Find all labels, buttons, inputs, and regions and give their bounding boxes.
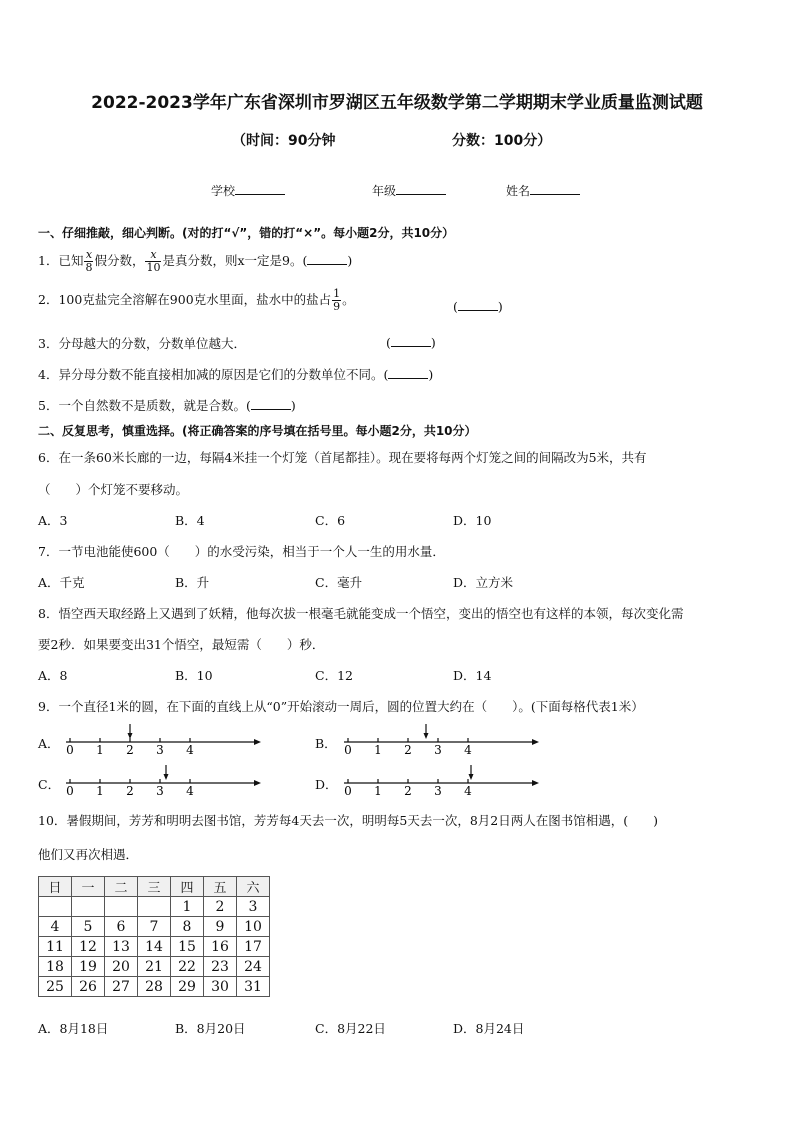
q10-option-a[interactable]: A．8月18日 <box>38 1021 109 1036</box>
number-line-b <box>340 722 540 756</box>
weekday-sun: 日 <box>39 877 72 897</box>
question-2 <box>38 288 355 313</box>
calendar-day-cell: 18 <box>39 957 72 977</box>
q1-text-d: ) <box>347 253 353 268</box>
calendar-day-cell: 7 <box>138 917 171 937</box>
calendar-row <box>39 897 270 917</box>
calendar-day-cell: 30 <box>204 977 237 997</box>
school-label: 学校 <box>211 184 236 198</box>
calendar-day-cell: 23 <box>204 957 237 977</box>
q5-text: 5．一个自然数不是质数，就是合数。( <box>38 398 251 413</box>
q2-frac-den: 9 <box>333 300 341 313</box>
question-3: 3．分母越大的分数，分数单位越大． <box>38 336 246 351</box>
arrow-right-icon <box>254 739 261 745</box>
number-line-tick-label: 3 <box>156 784 164 797</box>
name-label: 姓名 <box>506 184 531 198</box>
weekday-thu: 四 <box>171 877 204 897</box>
q2-answer-blank[interactable] <box>458 298 498 311</box>
calendar-day-cell: 28 <box>138 977 171 997</box>
weekday-wed: 三 <box>138 877 171 897</box>
arrow-right-icon <box>532 780 539 786</box>
number-line-tick-label: 4 <box>186 743 194 756</box>
number-line-tick-label: 0 <box>66 784 74 797</box>
weekday-mon: 一 <box>72 877 105 897</box>
q6-option-a[interactable]: A．3 <box>38 513 68 528</box>
question-4 <box>38 365 433 383</box>
q1-frac2-den: 10 <box>146 261 161 274</box>
q3-open-paren: ( <box>386 335 391 350</box>
number-line-d <box>340 763 540 797</box>
q9-option-c-label[interactable]: C． <box>38 777 61 792</box>
q10-option-b[interactable]: B．8月20日 <box>175 1021 246 1036</box>
q6-option-c[interactable]: C．6 <box>315 513 346 528</box>
q10-option-d[interactable]: D．8月24日 <box>453 1021 525 1036</box>
calendar-day-cell: 27 <box>105 977 138 997</box>
q8-option-b[interactable]: B．10 <box>175 668 213 683</box>
arrow-down-icon <box>164 774 169 780</box>
number-line-tick-label: 1 <box>374 743 382 756</box>
calendar-day-cell: 17 <box>237 937 270 957</box>
question-8-line1: 8．悟空西天取经路上又遇到了妖精，他每次拔一根毫毛就能变成一个悟空，变出的悟空也有这样的本领，每次变化需 <box>38 606 684 621</box>
calendar-day-cell: 19 <box>72 957 105 977</box>
number-line-tick-label: 3 <box>434 784 442 797</box>
calendar-row <box>39 977 270 997</box>
q1-frac1-num: x <box>85 248 93 261</box>
q4-close-paren: ) <box>428 367 434 382</box>
grade-blank[interactable] <box>396 182 446 195</box>
calendar-day-cell: 12 <box>72 937 105 957</box>
number-line-c <box>62 763 262 797</box>
number-line-tick-label: 0 <box>66 743 74 756</box>
weekday-tue: 二 <box>105 877 138 897</box>
q2-fraction <box>332 288 341 313</box>
question-7: 7．一节电池能使600（ ）的水受污染，相当于一个人一生的用水量． <box>38 544 445 559</box>
arrow-right-icon <box>532 739 539 745</box>
q3-answer-blank[interactable] <box>391 334 431 347</box>
calendar-day-cell: 24 <box>237 957 270 977</box>
q6-option-d[interactable]: D．10 <box>453 513 492 528</box>
number-line-tick-label: 3 <box>434 743 442 756</box>
calendar-day-cell: 9 <box>204 917 237 937</box>
calendar-day-cell: 22 <box>171 957 204 977</box>
question-5 <box>38 396 296 414</box>
calendar-row <box>39 917 270 937</box>
calendar-day-cell: 31 <box>237 977 270 997</box>
q7-option-c[interactable]: C．毫升 <box>315 575 363 590</box>
calendar-day-cell: 16 <box>204 937 237 957</box>
question-6-line2: （ ）个灯笼不要移动。 <box>38 482 189 497</box>
calendar-day-cell: 1 <box>171 897 204 917</box>
q9-option-a-label[interactable]: A． <box>38 736 60 751</box>
arrow-down-icon <box>424 733 429 739</box>
number-line-tick-label: 0 <box>344 743 352 756</box>
grade-label: 年级 <box>372 184 397 198</box>
q10-option-c[interactable]: C．8月22日 <box>315 1021 386 1036</box>
q6-option-b[interactable]: B．4 <box>175 513 205 528</box>
calendar-day-cell: 15 <box>171 937 204 957</box>
number-line-tick-label: 2 <box>126 784 134 797</box>
question-8-line2: 要2秒．如果要变出31个悟空，最短需（ ）秒． <box>38 637 325 652</box>
question-6-line1: 6．在一条60米长廊的一边，每隔4米挂一个灯笼（首尾都挂）。现在要将每两个灯笼之间的间隔改为5米，共有 <box>38 450 647 465</box>
calendar-day-cell: 14 <box>138 937 171 957</box>
exam-time: （时间：90分钟 <box>232 133 336 149</box>
number-line-tick-label: 3 <box>156 743 164 756</box>
calendar-day-cell: 26 <box>72 977 105 997</box>
calendar-day-cell <box>138 897 171 917</box>
q8-option-d[interactable]: D．14 <box>453 668 492 683</box>
calendar-row <box>39 937 270 957</box>
q1-text-b: 假分数， <box>94 253 145 268</box>
number-line-tick-label: 0 <box>344 784 352 797</box>
q1-frac2-num: x <box>145 249 161 262</box>
q2-frac-num: 1 <box>333 287 341 300</box>
q2-close-paren: ) <box>497 299 503 314</box>
calendar-header-row <box>39 877 270 897</box>
calendar-day-cell: 25 <box>39 977 72 997</box>
calendar-day-cell: 29 <box>171 977 204 997</box>
question-1 <box>38 249 352 274</box>
calendar-row <box>39 957 270 977</box>
arrow-down-icon <box>469 774 474 780</box>
number-line-tick-label: 1 <box>374 784 382 797</box>
number-line-tick-label: 2 <box>126 743 134 756</box>
q1-text-a: 1．已知 <box>38 253 84 268</box>
q1-text-c: 是真分数，则x一定是9。( <box>162 253 308 268</box>
number-line-tick-label: 4 <box>186 784 194 797</box>
number-line-tick-label: 4 <box>464 743 472 756</box>
grade-field <box>372 182 446 199</box>
school-field <box>211 182 285 199</box>
q3-close-paren: ) <box>430 335 436 350</box>
section2-heading: 二、反复思考，慎重选择。(将正确答案的序号填在括号里。每小题2分，共10分） <box>38 424 477 438</box>
calendar-day-cell: 10 <box>237 917 270 937</box>
calendar-day-cell: 5 <box>72 917 105 937</box>
q2-text-a: 2．100克盐完全溶解在900克水里面，盐水中的盐占 <box>38 292 332 307</box>
q5-answer-blank[interactable] <box>251 397 291 410</box>
q4-text: 4．异分母分数不能直接相加减的原因是它们的分数单位不同。( <box>38 367 389 382</box>
q4-answer-blank[interactable] <box>388 366 428 379</box>
question-9: 9．一个直径1米的圆，在下面的直线上从“0”开始滚动一周后，圆的位置大约在（ ）。(下面每格代表1米） <box>38 699 644 714</box>
q1-fraction-1 <box>84 249 93 274</box>
calendar-day-cell: 2 <box>204 897 237 917</box>
page-title: 2022-2023学年广东省深圳市罗湖区五年级数学第二学期期末学业质量监测试题 <box>91 93 703 113</box>
calendar-day-cell: 20 <box>105 957 138 977</box>
calendar-day-cell: 3 <box>237 897 270 917</box>
question-10-line2: 他们又再次相遇． <box>38 847 139 862</box>
q7-option-d[interactable]: D．立方米 <box>453 575 514 590</box>
q1-frac1-den: 8 <box>85 261 93 274</box>
q2-answer <box>453 298 503 314</box>
number-line-tick-label: 2 <box>404 743 412 756</box>
calendar-day-cell: 8 <box>171 917 204 937</box>
q9-option-d-label[interactable]: D． <box>315 777 338 792</box>
calendar-day-cell: 6 <box>105 917 138 937</box>
q7-option-b[interactable]: B．升 <box>175 575 210 590</box>
q2-open-paren: ( <box>453 299 458 314</box>
calendar-day-cell <box>72 897 105 917</box>
q2-text-b: 。 <box>342 292 355 307</box>
calendar-body <box>39 897 270 997</box>
weekday-sat: 六 <box>237 877 270 897</box>
number-line-tick-label: 1 <box>96 743 104 756</box>
q1-fraction-2 <box>145 249 161 274</box>
calendar-day-cell: 11 <box>39 937 72 957</box>
q8-option-c[interactable]: C．12 <box>315 668 353 683</box>
q7-option-a[interactable]: A．千克 <box>38 575 85 590</box>
arrow-down-icon <box>128 733 133 739</box>
q5-close-paren: ) <box>290 398 296 413</box>
number-line-tick-label: 4 <box>464 784 472 797</box>
section1-heading: 一、仔细推敲，细心判断。(对的打“√”，错的打“×”。每小题2分，共10分） <box>38 226 455 240</box>
arrow-right-icon <box>254 780 261 786</box>
q3-answer <box>386 334 436 350</box>
name-blank[interactable] <box>530 182 580 195</box>
question-10-line1: 10．暑假期间，芳芳和明明去图书馆，芳芳每4天去一次，明明每5天去一次，8月2日两人在图书馆相遇，( ) <box>38 813 658 828</box>
calendar-day-cell: 21 <box>138 957 171 977</box>
school-blank[interactable] <box>235 182 285 195</box>
q8-option-a[interactable]: A．8 <box>38 668 68 683</box>
calendar-day-cell: 4 <box>39 917 72 937</box>
exam-score: 分数：100分） <box>452 133 552 149</box>
weekday-fri: 五 <box>204 877 237 897</box>
calendar-day-cell <box>39 897 72 917</box>
name-field <box>506 182 580 199</box>
number-line-tick-label: 2 <box>404 784 412 797</box>
q1-answer-blank[interactable] <box>307 252 347 265</box>
calendar-day-cell <box>105 897 138 917</box>
calendar-day-cell: 13 <box>105 937 138 957</box>
august-calendar <box>38 876 270 997</box>
number-line-tick-label: 1 <box>96 784 104 797</box>
q9-option-b-label[interactable]: B． <box>315 736 337 751</box>
number-line-a <box>62 722 262 756</box>
